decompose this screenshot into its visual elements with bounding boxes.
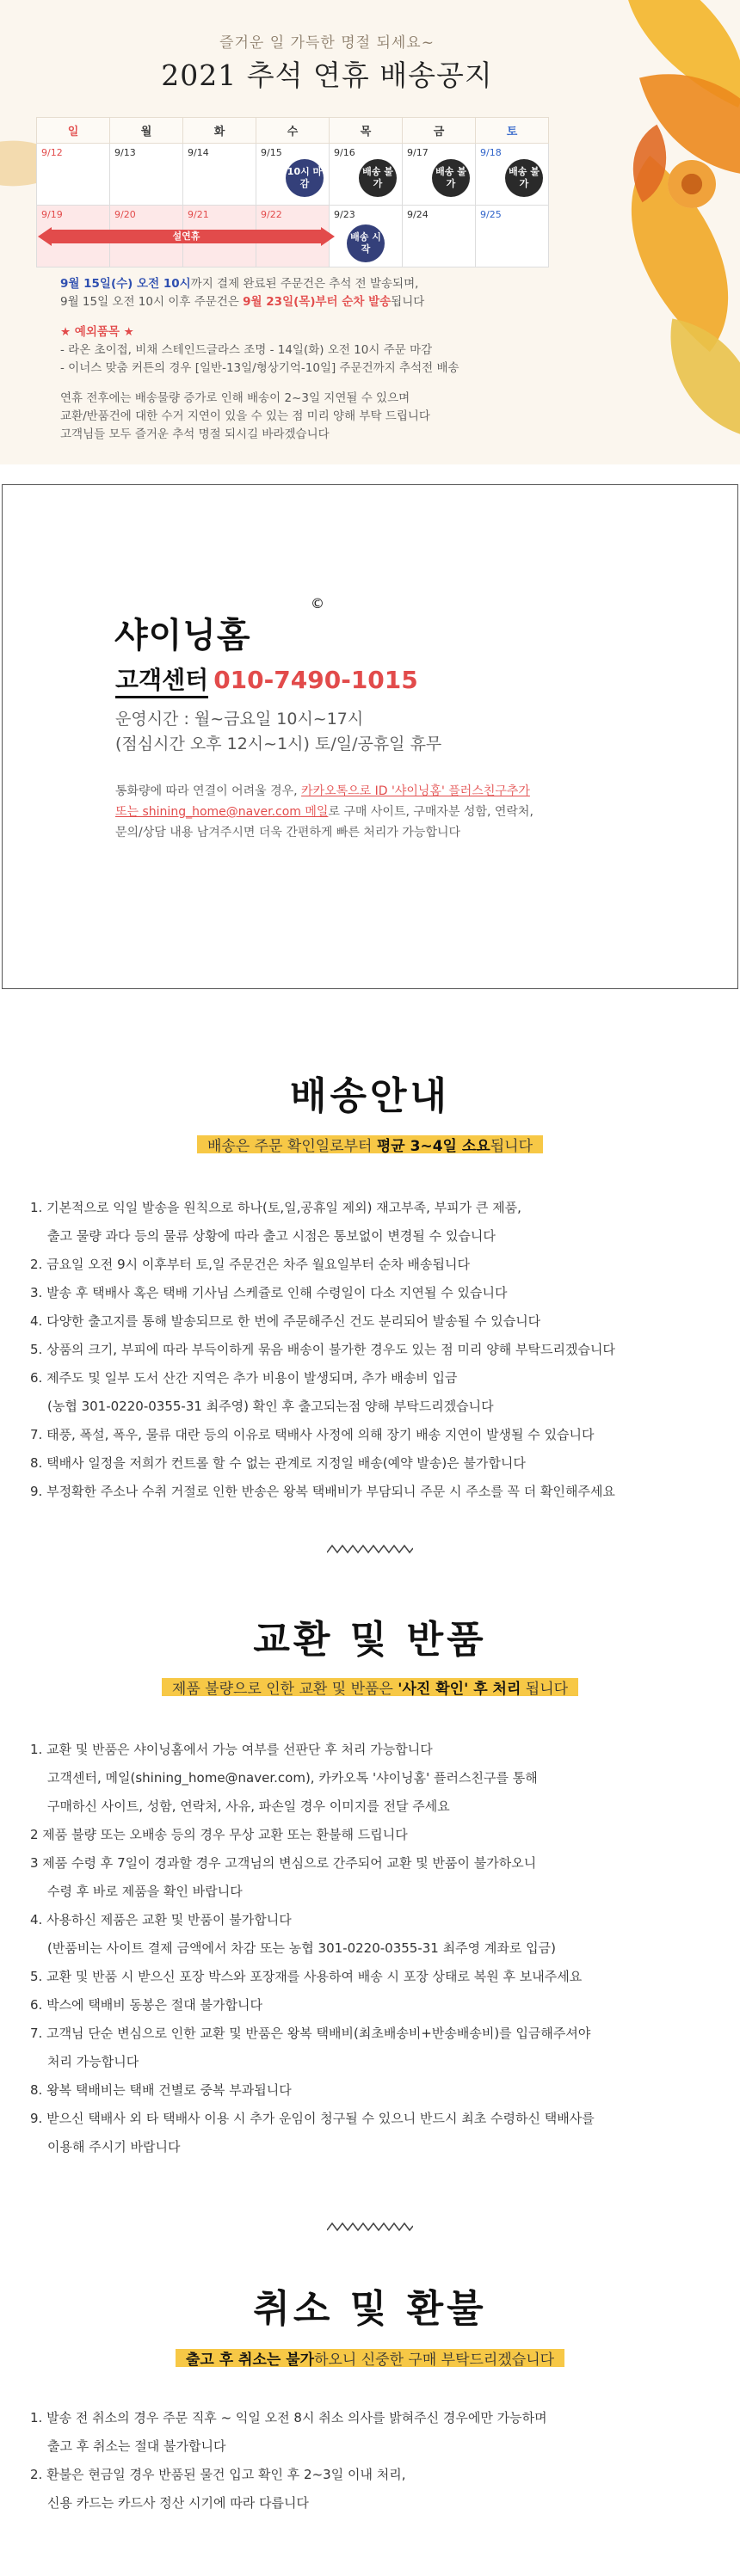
calendar-date: 9/22 (261, 209, 282, 220)
notice-text: 9월 15일 오전 10시 이후 주문건은 (60, 295, 244, 309)
list-item: 구매하신 사이트, 성함, 연락처, 사유, 파손일 경우 이미지를 전달 주세요 (47, 1798, 450, 1814)
customer-center-label: 고객센터 (115, 666, 208, 698)
calendar-day (476, 206, 549, 267)
list-item: 8. 택배사 일정을 저희가 컨트롤 할 수 없는 관계로 지정일 배송(예약 발송)은 불가합니다 (30, 1455, 526, 1471)
calendar-day (403, 144, 476, 206)
holiday-range-arrow (38, 227, 335, 246)
exchange-subtitle (0, 1675, 740, 1699)
weekday-sat: 토 (476, 118, 549, 144)
sub-strong-text: 평균 3~4일 소요 (376, 1138, 490, 1155)
no-delivery-badge: 배송 불가 (432, 159, 470, 197)
list-item: 7. 태풍, 폭설, 폭우, 물류 대란 등의 이유로 택배사 사정에 의해 장기 배송 지연이 발생될 수 있습니다 (30, 1427, 595, 1442)
flower-decoration (668, 160, 716, 208)
calendar-day (110, 144, 183, 206)
sub-strong-text: 출고 후 취소는 불가 (185, 2352, 315, 2369)
holiday-range-label: 설연휴 (50, 230, 323, 243)
weekday-wed: 수 (256, 118, 330, 144)
list-item: (반품비는 사이트 결제 금액에서 차감 또는 농협 301-0220-0355-31 최주영 계좌로 입금) (47, 1940, 556, 1956)
calendar-date: 9/15 (261, 147, 282, 158)
list-item: 1. 교환 및 반품은 샤이닝홈에서 가능 여부를 선판단 후 처리 가능합니다 (30, 1742, 433, 1757)
list-item: 4. 다양한 출고지를 통해 발송되므로 한 번에 주문해주신 건도 분리되어 발송될 수 있습니다 (30, 1313, 541, 1329)
list-item: 고객센터, 메일(shining_home@naver.com), 카카오톡 '샤이닝홈' 플러스친구를 통해 (47, 1770, 538, 1786)
notice-text: 됩니다 (391, 295, 425, 309)
holiday-banner (0, 0, 740, 464)
list-item: 2 제품 불량 또는 오배송 등의 경우 무상 교환 또는 환불해 드립니다 (30, 1827, 408, 1842)
list-item: 4. 사용하신 제품은 교환 및 반품이 불가합니다 (30, 1912, 292, 1927)
exception-item: - 라온 초이접, 비채 스테인드글라스 조명 - 14일(화) 오전 10시 주문 마감 (60, 343, 433, 357)
notice-line (60, 275, 577, 293)
desc-line: 문의/상담 내용 남겨주시면 더욱 간편하게 빠른 처리가 가능합니다 (115, 826, 461, 839)
shipping-subtitle (0, 1133, 740, 1156)
list-item: 3. 발송 후 택배사 혹은 택배 기사님 스케쥴로 인해 수령일이 다소 지연될 수 있습니다 (30, 1285, 508, 1300)
calendar-date: 9/19 (41, 209, 63, 220)
list-item: 5. 상품의 크기, 부피에 따라 부득이하게 묶음 배송이 불가한 경우도 있는 점 미리 양해 부탁드리겠습니다 (30, 1342, 615, 1357)
shipping-title: 배송안내 (289, 1074, 450, 1118)
operating-hours (115, 707, 441, 757)
closing-line: 연휴 전후에는 배송물량 증가로 인해 배송이 2~3일 지연될 수 있으며 (60, 391, 410, 405)
shipping-list (30, 1194, 718, 1506)
exception-item: - 이너스 맞춤 커튼의 경우 [일반-13일/형상기억-10일] 주문건까지 추석전 배송 (60, 361, 459, 375)
cancel-title: 취소 및 환불 (253, 2287, 487, 2331)
list-item: 신용 카드는 카드사 정산 시기에 따라 다릅니다 (47, 2495, 309, 2511)
sub-text: 제품 불량으로 인한 교환 및 반품은 (171, 1681, 398, 1698)
calendar-day (476, 144, 549, 206)
list-item: 6. 제주도 및 일부 도서 산간 지역은 추가 비용이 발생되며, 추가 배송비 입금 (30, 1370, 458, 1386)
exchange-list (30, 1736, 718, 2161)
copyright-mark: © (311, 595, 324, 612)
list-item: 처리 가능합니다 (47, 2054, 139, 2069)
closing-line: 고객님들 모두 즐거운 추석 명절 되시길 바라겠습니다 (60, 427, 330, 441)
desc-text: 통화량에 따라 연결이 어려울 경우, (115, 784, 302, 798)
exception-title: ★ 예외품목 ★ (60, 325, 134, 339)
list-item: 7. 고객님 단순 변심으로 인한 교환 및 반품은 왕복 택배비(최초배송비+반송배송비)를 입금해주셔야 (30, 2026, 591, 2041)
highlight (162, 1675, 578, 1699)
calendar-date: 9/25 (480, 209, 502, 220)
highlight (176, 2346, 564, 2370)
no-delivery-badge: 배송 불가 (359, 159, 397, 197)
hours-line: 운영시간 : 월~금요일 10시~17시 (115, 710, 364, 729)
cancel-subtitle (0, 2346, 740, 2370)
calendar-date: 9/18 (480, 147, 502, 158)
brand-logo: 샤이닝홈 (114, 616, 251, 655)
autumn-leaf-decoration (654, 318, 740, 438)
list-item: 출고 물량 과다 등의 물류 상황에 따라 출고 시점은 통보없이 변경될 수 있습니다 (47, 1228, 496, 1244)
desc-line (115, 781, 649, 802)
list-item: 9. 부정확한 주소나 수취 거절로 인한 반송은 왕복 택배비가 부담되니 주문 시 주소를 꼭 더 확인해주세요 (30, 1484, 615, 1499)
calendar-date: 9/13 (114, 147, 136, 158)
resume-date-text: 9월 23일(목)부터 순차 발송 (243, 295, 392, 309)
hours-line: (점심시간 오후 12시~1시) 토/일/공휴일 휴무 (115, 735, 442, 753)
calendar-date: 9/24 (407, 209, 429, 220)
weekday-mon: 월 (110, 118, 183, 144)
calendar-day (330, 206, 403, 267)
exchange-title: 교환 및 반품 (253, 1618, 487, 1662)
calendar-day (256, 144, 330, 206)
weekday-fri: 금 (403, 118, 476, 144)
notice-line (60, 293, 577, 311)
list-item: 출고 후 취소는 절대 불가합니다 (47, 2438, 226, 2454)
customer-center-box (2, 484, 738, 989)
calendar-date: 9/14 (188, 147, 209, 158)
list-item: 9. 받으신 택배사 외 타 택배사 이용 시 추가 운임이 청구될 수 있으니 반드시 최초 수령하신 택배사를 (30, 2111, 595, 2126)
customer-center-phone-row (115, 661, 418, 696)
calendar-day (330, 144, 403, 206)
weekday-tue: 화 (183, 118, 256, 144)
calendar-day (403, 206, 476, 267)
calendar-date: 9/23 (334, 209, 355, 220)
list-item: 1. 기본적으로 익일 발송을 원칙으로 하나(토,일,공휴일 제외) 재고부족, 부피가 큰 제품, (30, 1200, 521, 1215)
sub-text: 하오니 신중한 구매 부탁드리겠습니다 (314, 2352, 555, 2369)
list-item: 8. 왕복 택배비는 택배 건별로 중복 부과됩니다 (30, 2082, 292, 2098)
calendar-date: 9/12 (41, 147, 63, 158)
email-link[interactable]: 또는 shining_home@naver.com 메일 (115, 805, 329, 819)
list-item: 1. 발송 전 취소의 경우 주문 직후 ~ 익일 오전 8시 취소 의사를 밝혀주신 경우에만 가능하며 (30, 2410, 547, 2425)
no-delivery-badge: 배송 불가 (505, 159, 543, 197)
holiday-subtitle: 즐거운 일 가득한 명절 되세요~ (219, 34, 435, 52)
list-item: 5. 교환 및 반품 시 받으신 포장 박스와 포장재를 사용하여 배송 시 포장 상태로 복원 후 보내주세요 (30, 1969, 583, 1984)
list-item: (농협 301-0220-0355-31 최주영) 확인 후 출고되는점 양해 부탁드리겠습니다 (47, 1399, 494, 1414)
holiday-title: 2021 추석 연휴 배송공지 (161, 58, 493, 92)
calendar-day (183, 144, 256, 206)
sub-strong-text: '사진 확인' 후 처리 (398, 1681, 521, 1698)
zigzag-divider (327, 1544, 413, 1554)
weekday-sun: 일 (37, 118, 110, 144)
highlight (197, 1133, 543, 1156)
deadline-text: 9월 15일(수) 오전 10시 (60, 277, 191, 291)
calendar-date: 9/16 (334, 147, 355, 158)
list-item: 2. 금요일 오전 9시 이후부터 토,일 주문건은 차주 월요일부터 순차 배송됩니다 (30, 1257, 471, 1272)
notice-text: 까지 결제 완료된 주문건은 추석 전 발송되며, (190, 277, 419, 291)
calendar-date: 9/17 (407, 147, 429, 158)
closing-line: 교환/반품건에 대한 수거 지연이 있을 수 있는 점 미리 양해 부탁 드립니다 (60, 409, 430, 423)
deadline-badge: 10시 마감 (286, 159, 324, 197)
calendar-day (37, 144, 110, 206)
calendar-date: 9/21 (188, 209, 209, 220)
list-item: 수령 후 바로 제품을 확인 바랍니다 (47, 1884, 243, 1899)
desc-line (115, 802, 649, 822)
sub-text: 됩니다 (521, 1681, 569, 1698)
list-item: 2. 환불은 현금일 경우 반품된 물건 입고 확인 후 2~3일 이내 처리, (30, 2467, 406, 2482)
weekday-thu: 목 (330, 118, 403, 144)
arrow-right-icon (321, 227, 335, 246)
list-item: 6. 박스에 택배비 동봉은 절대 불가합니다 (30, 1997, 262, 2013)
kakao-link[interactable]: 카카오톡으로 ID '샤이닝홈' 플러스친구추가 (301, 784, 530, 798)
phone-number[interactable]: 010-7490-1015 (213, 666, 418, 694)
desc-text: 로 구매 사이트, 구매자분 성함, 연락처, (328, 805, 533, 819)
calendar-date: 9/20 (114, 209, 136, 220)
holiday-notice (60, 275, 577, 444)
zigzag-divider (327, 2222, 413, 2232)
list-item: 이용해 주시기 바랍니다 (47, 2139, 181, 2155)
shipping-start-badge: 배송 시작 (347, 224, 385, 262)
contact-description (115, 781, 649, 843)
cancel-list (30, 2404, 718, 2518)
sub-text: 됩니다 (490, 1138, 533, 1155)
sub-text: 배송은 주문 확인일로부터 (207, 1138, 377, 1155)
list-item: 3 제품 수령 후 7일이 경과할 경우 고객님의 변심으로 간주되어 교환 및 반품이 불가하오니 (30, 1855, 537, 1871)
